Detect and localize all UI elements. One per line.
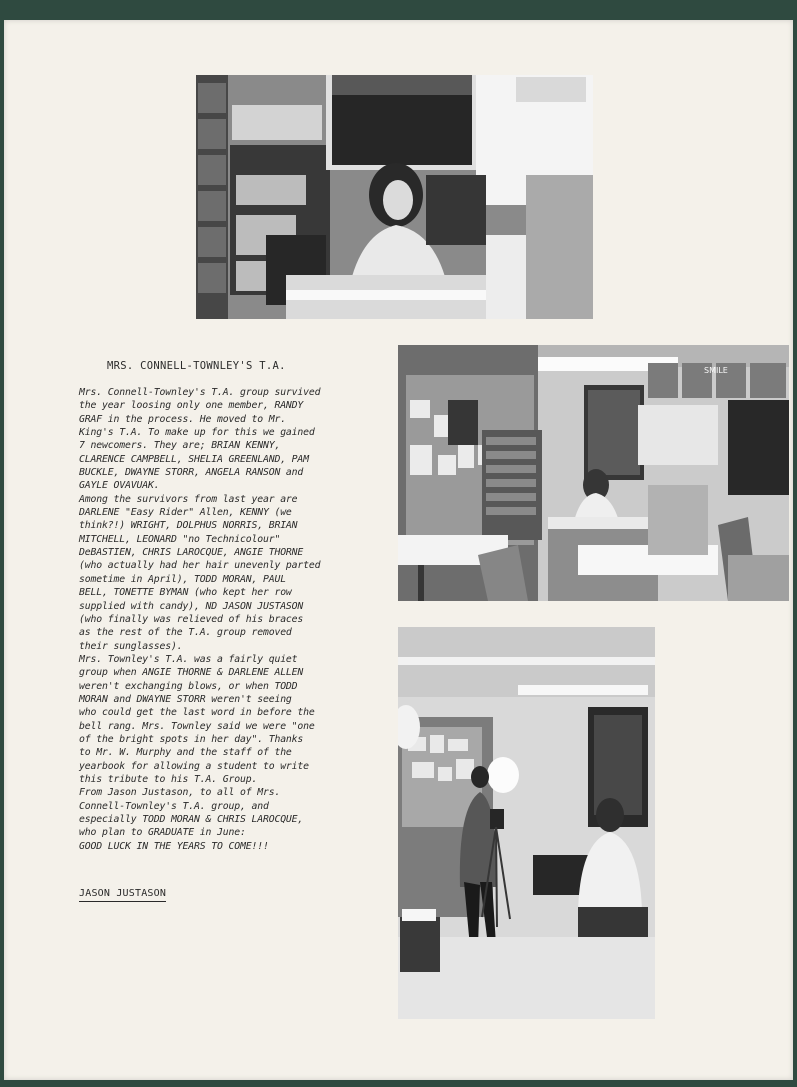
article-line: of the bright spots in her day". Thanks xyxy=(79,733,304,745)
article-line: think?!) WRIGHT, DOLPHUS NORRIS, BRIAN xyxy=(79,520,298,532)
article-line: BELL, TONETTE BYMAN (who kept her row xyxy=(79,587,292,599)
article-line: Connell-Townley's T.A. group, and xyxy=(79,800,269,812)
photo-teacher-at-desk xyxy=(196,75,593,319)
article-line: who plan to GRADUATE in June: xyxy=(79,827,246,839)
article-line: especially TODD MORAN & CHRIS LAROCQUE, xyxy=(79,814,304,825)
article-line: (who finally was relieved of his braces xyxy=(79,613,304,625)
photo-camera-setup xyxy=(398,627,655,1019)
article-line: GOOD LUCK IN THE YEARS TO COME!!! xyxy=(79,840,269,852)
article-line: their sunglasses). xyxy=(79,640,183,652)
article-line: to Mr. W. Murphy and the staff of the xyxy=(79,747,292,759)
article-line: GAYLE OVAVUAK. xyxy=(79,480,160,492)
article-line: MITCHELL, LEONARD "no Technicolour" xyxy=(79,533,281,545)
article-line: King's T.A. To make up for this we gained xyxy=(79,427,315,439)
article-line: DeBASTIEN, CHRIS LAROCQUE, ANGIE THORNE xyxy=(79,547,304,559)
article-line: Among the survivors from last year are xyxy=(79,493,298,505)
poster-text: SMILE xyxy=(704,366,728,375)
article-line: bell rang. Mrs. Townley said we were "one xyxy=(79,720,315,732)
article-line: From Jason Justason, to all of Mrs. xyxy=(79,787,281,799)
article-line: GRAF in the process. He moved to Mr. xyxy=(79,413,286,425)
article-line: DARLENE "Easy Rider" Allen, KENNY (we xyxy=(79,507,292,519)
photo-caption: MRS. CONNELL-TOWNLEY'S T.A. xyxy=(107,360,286,372)
photo-classroom xyxy=(398,345,789,601)
article-line: Mrs. Townley's T.A. was a fairly quiet xyxy=(79,653,298,665)
article-body xyxy=(79,386,379,853)
article-line: group when ANGIE THORNE & DARLENE ALLEN xyxy=(79,667,304,679)
author-signature: JASON JUSTASON xyxy=(79,888,166,902)
yearbook-page xyxy=(4,20,793,1080)
article-line: Mrs. Connell-Townley's T.A. group survived xyxy=(79,387,321,398)
article-line: this tribute to his T.A. Group. xyxy=(79,773,258,785)
article-line: CLARENCE CAMPBELL, SHELIA GREENLAND, PAM xyxy=(79,453,309,465)
article-line: (who actually had her hair unevenly parted xyxy=(79,560,321,572)
article-line: the year loosing only one member, RANDY xyxy=(79,400,304,412)
article-line: 7 newcomers. They are; BRIAN KENNY, xyxy=(79,440,281,452)
article-line: BUCKLE, DWAYNE STORR, ANGELA RANSON and xyxy=(79,467,304,479)
article-line: yearbook for allowing a student to write xyxy=(79,760,309,772)
article-line: sometime in April), TODD MORAN, PAUL xyxy=(79,573,286,585)
article-line: who could get the last word in before the xyxy=(79,707,315,719)
article-line: MORAN and DWAYNE STORR weren't seeing xyxy=(79,693,292,705)
article-line: supplied with candy), ND JASON JUSTASON xyxy=(79,600,304,612)
article-line: as the rest of the T.A. group removed xyxy=(79,627,292,639)
article-line: weren't exchanging blows, or when TODD xyxy=(79,680,298,692)
